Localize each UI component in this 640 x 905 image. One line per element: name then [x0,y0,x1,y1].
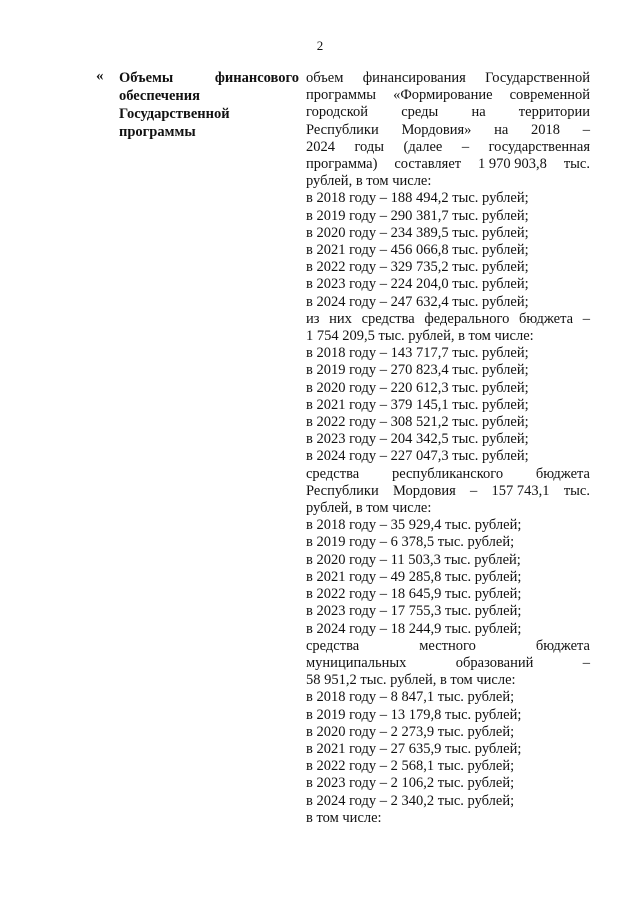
heading-line-3: Государственной [119,106,230,122]
heading-line-4: программы [119,124,196,140]
local-year-line: в 2021 году – 27 635,9 тыс. рублей; [306,740,522,757]
federal-year-line: в 2024 году – 227 047,3 тыс. рублей; [306,448,529,465]
republic-intro-line [306,466,590,483]
financing-description [306,70,590,827]
total-year-line: в 2018 году – 188 494,2 тыс. рублей; [306,190,529,207]
federal-year-line: в 2019 году – 270 823,4 тыс. рублей; [306,362,529,379]
total-year-line: в 2022 году – 329 735,2 тыс. рублей; [306,259,529,276]
word: местного [419,637,476,654]
word: средства [306,637,360,654]
republic-year-line: в 2021 году – 49 285,8 тыс. рублей; [306,568,522,585]
federal-year-line: в 2021 году – 379 145,1 тыс. рублей; [306,396,529,413]
word: «Формирование [393,87,493,104]
section-heading [119,69,299,141]
word: программа) [306,156,378,173]
intro-line [306,104,590,121]
federal-year-line: в 2018 году – 143 717,7 тыс. рублей; [306,345,529,362]
local-intro-line: 58 951,2 тыс. рублей, в том числе: [306,672,516,689]
local-year-line: в 2019 году – 13 179,8 тыс. рублей; [306,706,522,723]
word: – [582,310,590,327]
republic-year-line: в 2023 году – 17 755,3 тыс. рублей; [306,603,522,620]
word: на [471,104,486,121]
word: муниципальных [306,654,407,671]
word: образований [455,654,534,671]
word: бюджета [518,310,574,327]
word: годы [354,138,385,155]
page-number: 2 [316,38,324,53]
intro-line [306,70,590,87]
republic-year-line: в 2019 году – 6 378,5 тыс. рублей; [306,534,515,551]
word: программы [306,87,376,104]
local-year-line: в 2018 году – 8 847,1 тыс. рублей; [306,689,515,706]
heading-line-1 [119,69,299,87]
word: республиканского [391,465,504,482]
word: тыс. [563,482,590,499]
federal-intro-line [306,311,590,328]
word: средства [361,310,415,327]
word: бюджета [535,637,590,654]
intro-line: рублей, в том числе: [306,173,432,190]
total-year-line: в 2019 году – 290 381,7 тыс. рублей; [306,207,529,224]
total-year-line: в 2023 году – 224 204,0 тыс. рублей; [306,276,529,293]
total-year-line: в 2021 году – 456 066,8 тыс. рублей; [306,242,529,259]
word: Республики [306,482,379,499]
federal-year-line: в 2022 году – 308 521,2 тыс. рублей; [306,414,529,431]
word: 2024 [306,138,335,155]
opening-quote-mark: « [96,68,104,84]
word: 2018 [531,121,561,138]
republic-year-line: в 2020 году – 11 503,3 тыс. рублей; [306,551,521,568]
word: Мордовия [393,482,456,499]
word: – [461,138,470,155]
federal-intro-line: 1 754 209,5 тыс. рублей, в том числе: [306,328,534,345]
word: финансирования [362,70,466,86]
heading-word: финансового [214,70,299,86]
word: территории [518,104,590,121]
word: них [329,310,352,327]
word: Мордовия» [401,121,472,138]
word: из [306,310,320,327]
republic-year-line: в 2022 году – 18 645,9 тыс. рублей; [306,586,522,603]
intro-line [306,139,590,156]
federal-year-line: в 2023 году – 204 342,5 тыс. рублей; [306,431,529,448]
word: 157 743,1 [491,482,550,499]
intro-line [306,87,590,104]
closing-line: в том числе: [306,809,382,826]
republic-year-line: в 2018 году – 35 929,4 тыс. рублей; [306,517,522,534]
word: на [494,121,509,138]
word: Государственной [485,70,590,86]
word: составляет [394,156,462,173]
word: современной [509,87,590,104]
word: (далее [403,138,443,155]
word: – [470,482,478,499]
word: тыс. [563,156,590,173]
word: – [582,654,590,671]
heading-word: Объемы [119,70,174,86]
word: Республики [306,121,379,138]
local-intro-line [306,655,590,672]
intro-line [306,122,590,139]
intro-line [306,156,590,173]
local-intro-line [306,638,590,655]
total-year-line: в 2024 году – 247 632,4 тыс. рублей; [306,293,529,310]
heading-line-2: обеспечения [119,88,200,104]
word: – [582,121,590,138]
word: 1 970 903,8 [478,156,547,173]
total-year-line: в 2020 году – 234 389,5 тыс. рублей; [306,224,529,241]
federal-year-line: в 2020 году – 220 612,3 тыс. рублей; [306,379,529,396]
local-year-line: в 2024 году – 2 340,2 тыс. рублей; [306,792,515,809]
word: городской [306,104,369,121]
republic-intro-line [306,483,590,500]
local-year-line: в 2023 году – 2 106,2 тыс. рублей; [306,775,515,792]
local-year-line: в 2022 году – 2 568,1 тыс. рублей; [306,758,515,775]
word: федерального [424,310,510,327]
republic-year-line: в 2024 году – 18 244,9 тыс. рублей; [306,620,522,637]
word: государственная [488,138,590,155]
word: объем [306,70,344,86]
republic-intro-line: рублей, в том числе: [306,500,432,517]
local-year-line: в 2020 году – 2 273,9 тыс. рублей; [306,723,515,740]
word: бюджета [535,465,590,482]
word: среды [401,104,439,121]
word: средства [306,465,360,482]
